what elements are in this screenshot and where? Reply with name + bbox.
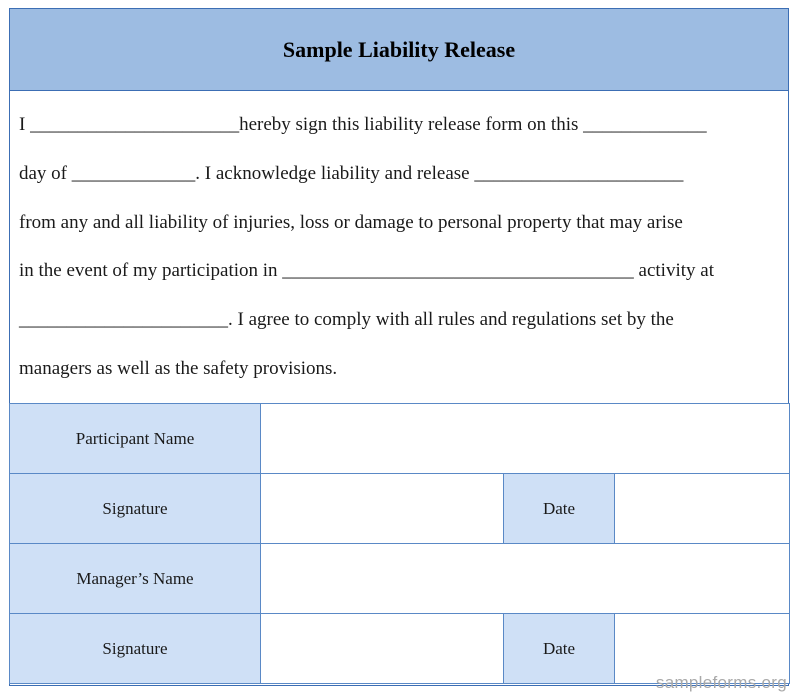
paragraph-line: in the event of my participation in _____________________________________ activity at bbox=[19, 260, 714, 282]
paragraph-line: ______________________. I agree to comply with all rules and regulations set by the bbox=[19, 309, 674, 331]
release-paragraph bbox=[19, 101, 779, 394]
manager-signature-field[interactable] bbox=[261, 614, 504, 684]
table-row bbox=[10, 474, 790, 544]
table-row bbox=[10, 404, 790, 474]
participant-date-label: Date bbox=[504, 474, 615, 544]
paragraph-line: I ______________________hereby sign this liability release form on this _____________ bbox=[19, 114, 707, 135]
participant-name-label: Participant Name bbox=[10, 404, 261, 474]
table-row bbox=[10, 544, 790, 614]
manager-name-field[interactable] bbox=[261, 544, 790, 614]
form-title: Sample Liability Release bbox=[282, 36, 516, 62]
participant-name-field[interactable] bbox=[261, 404, 790, 474]
liability-release-form bbox=[9, 8, 789, 686]
paragraph-line: day of _____________. I acknowledge liability and release ______________________ bbox=[19, 162, 684, 184]
participant-date-field[interactable] bbox=[615, 474, 790, 544]
paragraph-line: from any and all liability of injuries, loss or damage to personal property that may arise bbox=[19, 211, 683, 233]
manager-name-label: Manager’s Name bbox=[10, 544, 261, 614]
participant-signature-label: Signature bbox=[10, 474, 261, 544]
signature-table bbox=[9, 403, 790, 684]
paragraph-line: managers as well as the safety provisions. bbox=[19, 357, 338, 379]
manager-date-label: Date bbox=[504, 614, 615, 684]
manager-signature-label: Signature bbox=[10, 614, 261, 684]
participant-signature-field[interactable] bbox=[261, 474, 504, 544]
form-header bbox=[10, 9, 788, 91]
watermark: sampleforms.org bbox=[655, 673, 787, 692]
